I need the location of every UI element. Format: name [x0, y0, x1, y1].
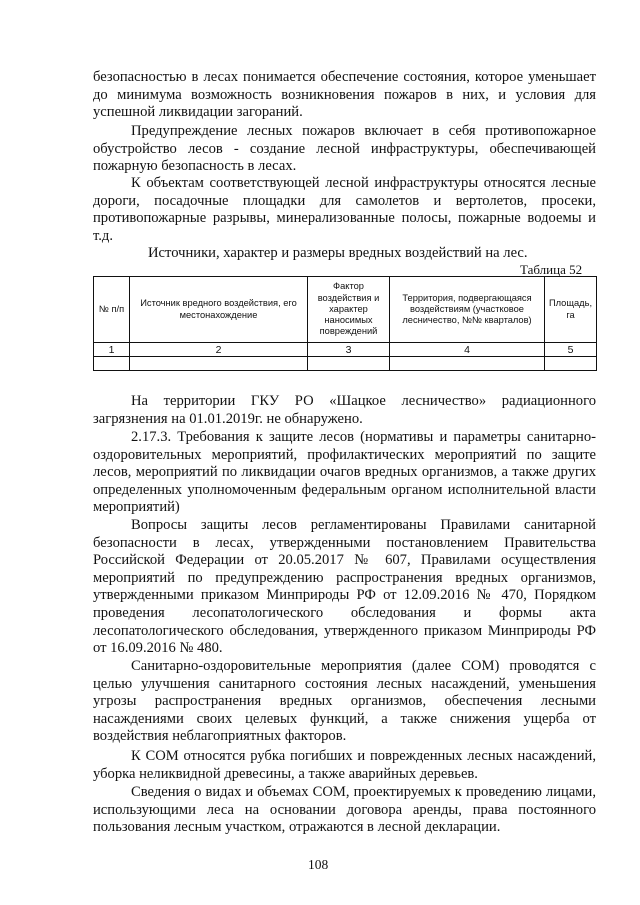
table-empty-row	[94, 357, 597, 371]
index-cell: 4	[390, 343, 545, 357]
header-factor: Фактор воздействия и характер наносимых повреждений	[308, 277, 390, 343]
index-cell: 1	[94, 343, 130, 357]
empty-cell	[545, 357, 597, 371]
index-cell: 3	[308, 343, 390, 357]
paragraph-forest-infrastructure: К объектам соответствующей лесной инфраструктуры относятся лесные дороги, посадочные площадки для самолетов и вертолетов, просеки, противопожарные разрывы, минерализованные полосы, пожарные водоемы и т.д.	[93, 175, 596, 244]
harmful-impacts-table	[93, 276, 597, 371]
paragraph-radiation: На территории ГКУ РО «Шацкое лесничество» радиационного загрязнения на 01.01.2019г. не обнаружено.	[93, 393, 596, 427]
paragraph-fire-safety-definition: безопасностью в лесах понимается обеспечение состояния, которое уменьшает до минимума возможность возникновения пожаров в них, и условия для успешной ликвидации загораний.	[93, 69, 596, 121]
empty-cell	[130, 357, 308, 371]
paragraph-regulations: Вопросы защиты лесов регламентированы Правилами санитарной безопасности в лесах, утвержденными постановлением Правительства Российской Федерации от 20.05.2017 № 607, Правилами осуществления мероприятий по предупреждению распространения вредных организмов, утвержденными приказом Минприроды РФ от 12.09.2016 № 470, Порядком проведения лесопатологического обследования и формы акта лесопатологического обследования, утвержденного приказом Минприроды РФ от 16.09.2016 № 480.	[93, 517, 596, 657]
header-territory: Территория, подвергающаяся воздействиям (участковое лесничество, №№ кварталов)	[390, 277, 545, 343]
empty-cell	[94, 357, 130, 371]
page-number: 108	[308, 857, 329, 872]
paragraph-som-definition: Санитарно-оздоровительные мероприятия (далее СОМ) проводятся с целью улучшения санитарного состояния лесных насаждений, уменьшения угрозы распространения вредных организмов, обеспечения лесными насаждениями своих целевых функций, а также снижения ущерба от воздействия неблагоприятных факторов.	[93, 658, 596, 745]
index-cell: 5	[545, 343, 597, 357]
table-header-row	[94, 277, 597, 343]
empty-cell	[390, 357, 545, 371]
paragraph-som-declaration: Сведения о видах и объемах СОМ, проектируемых к проведению лицами, использующими леса на основании договора аренды, права постоянного пользования лесным участком, отражаются в лесной декларации.	[93, 784, 596, 836]
table-caption: Источники, характер и размеры вредных воздействий на лес.	[148, 245, 528, 261]
section-heading-2-17-3: 2.17.3. Требования к защите лесов (нормативы и параметры санитарно-оздоровительных мероприятий, профилактических мероприятий по защите лесов, мероприятий по ликвидации очагов вредных организмов, а также других определенных уполномоченным федеральным органом исполнительной власти мероприятий)	[93, 429, 596, 516]
header-number: № п/п	[94, 277, 130, 343]
header-area: Площадь, га	[545, 277, 597, 343]
index-cell: 2	[130, 343, 308, 357]
header-source: Источник вредного воздействия, его местонахождение	[130, 277, 308, 343]
paragraph-fire-prevention: Предупреждение лесных пожаров включает в себя противопожарное обустройство лесов - создание лесной инфраструктуры, обеспечивающей пожарную безопасность в лесах.	[93, 123, 596, 175]
paragraph-som-types: К СОМ относятся рубка погибших и поврежденных лесных насаждений, уборка неликвидной древесины, а также аварийных деревьев.	[93, 748, 596, 782]
table-number: Таблица 52	[520, 262, 583, 277]
table-index-row	[94, 343, 597, 357]
empty-cell	[308, 357, 390, 371]
